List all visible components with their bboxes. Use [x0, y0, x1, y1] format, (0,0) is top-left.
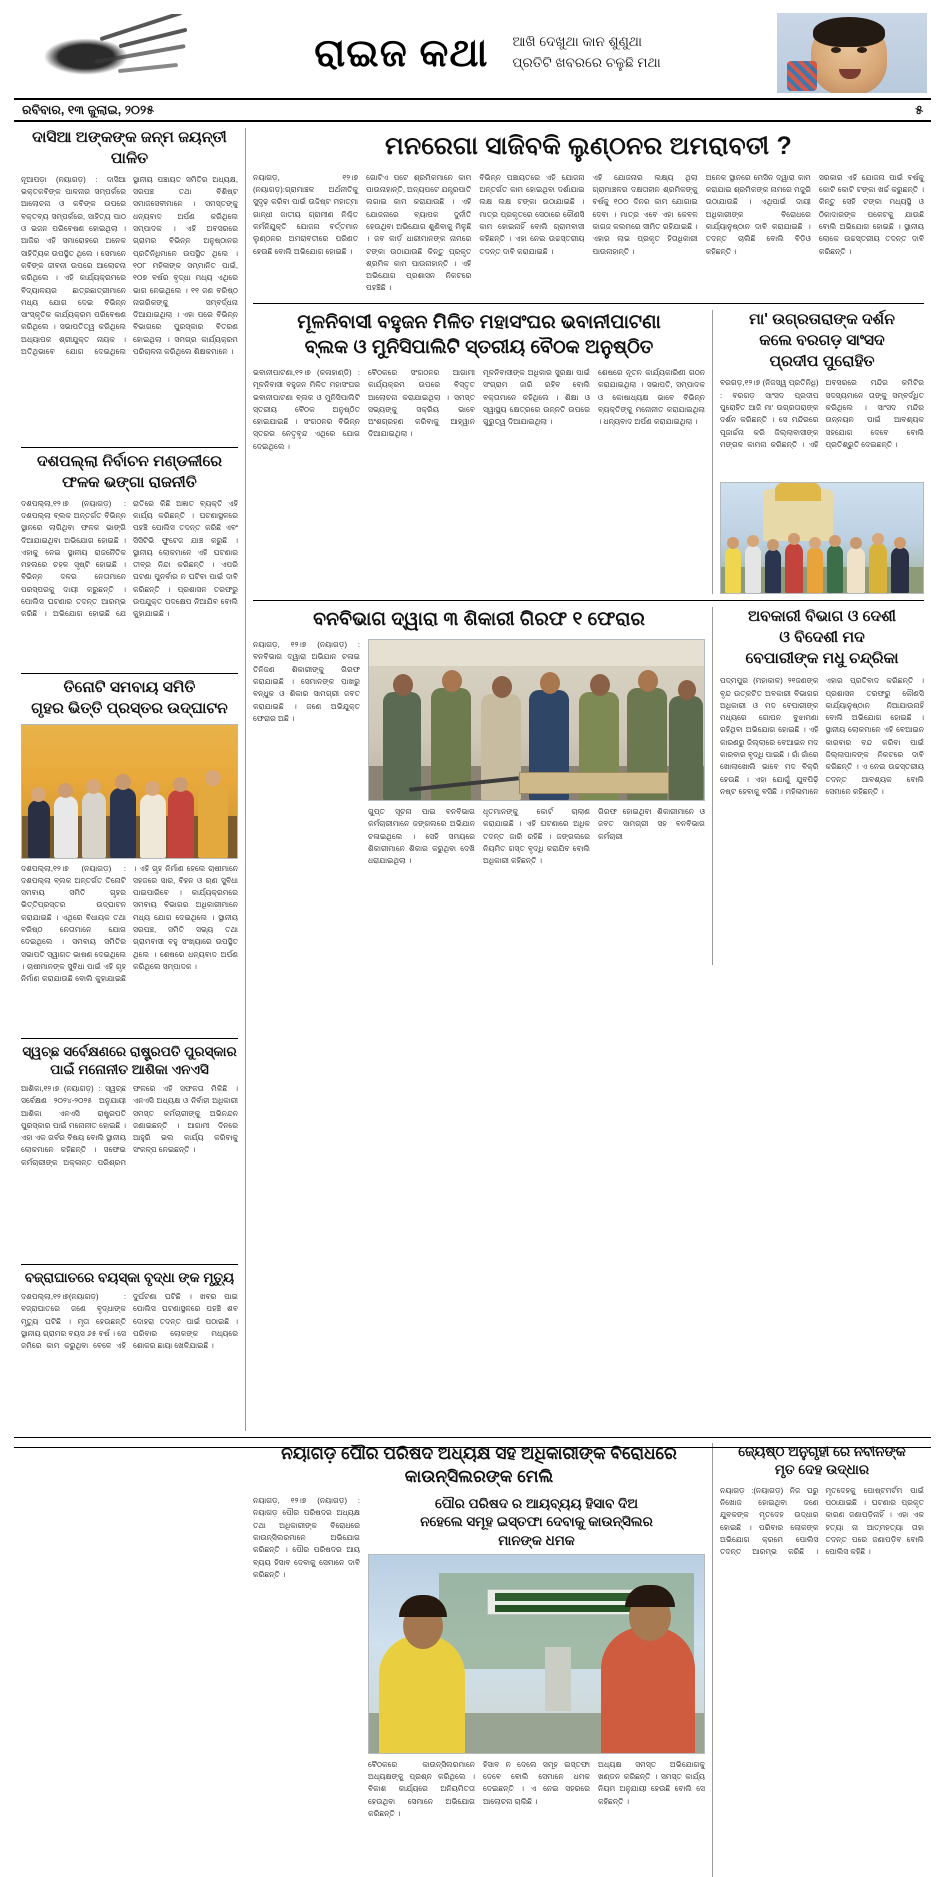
article-headline-line-1: ଜ୍ୟେଷ୍ଠ ଅନୁଗୃହୀ ରେ ନବୀନଙ୍କ — [738, 1444, 906, 1460]
article-mulanibasi — [246, 310, 713, 595]
article-headline-line-1: ସ୍ୱଚ୍ଛ ସର୍ବେକ୍ଷଣରେ ରାଷ୍ଟ୍ରପତି ପୁରସ୍କାର — [22, 1043, 237, 1059]
main-article-columns — [253, 172, 924, 295]
paper-slogan — [512, 32, 660, 74]
article-photo-caption: ଗିରଫ ହୋଇଥିବା ଶିକାରୀମାନେ ଓ ଜବତ ସାମଗ୍ରୀ ସହ ବନବିଭାଗ କର୍ମଚାରୀ — [598, 807, 705, 841]
main-col-2: ବିଭିନ୍ନ ପଞ୍ଚାୟତରେ ଏହି ଯୋଜନା ଅନ୍ତର୍ଗତ କାମ ହୋଇଥିବା ଦର୍ଶାଯାଇ ଲକ୍ଷ ଲକ୍ଷ ଟଙ୍କା ଉଠାଯାଇଛି । ମାତ୍ର ପ୍ରକୃତରେ ସେଠାରେ କୌଣସି କାମ ହୋଇନାହିଁ ବୋଲି ଗ୍ରାମବାସୀ କହିଛନ୍ତି । ଏହା ନେଇ ଉଚ୍ଚସ୍ତରୀୟ ତଦନ୍ତ ଦାବି କରାଯାଇଛି । — [479, 172, 585, 256]
article-col-3: ଧୃତମାନଙ୍କୁ କୋର୍ଟ ଚାଲାଣ କରାଯାଇଛି । ଏହି ଘଟଣାରେ ଅଧିକ ତଦନ୍ତ ଜାରି ରହିଛି । ଜଙ୍ଗଲରେ ନିୟମିତ ଗସ୍ତ ବୃଦ୍ଧି କରାଯିବ ବୋଲି ଅଧିକାରୀ କହିଛନ୍ତି । — [483, 807, 590, 866]
date-bar — [14, 98, 931, 122]
article-headline-line-1: ତିନୋଟି ସମବାୟ ସମିତି — [63, 678, 196, 696]
article-headline-line-2: ଫଳକ ଭଙ୍ଗା ରାଜନୀତି — [62, 473, 197, 491]
article-headline: ବନବିଭାଗ ଦ୍ୱାରା ୩ ଶିକାରୀ ଗିରଫ ୧ ଫେରାର — [313, 609, 645, 631]
band-three — [246, 607, 931, 965]
article-body-recovered — [713, 1443, 931, 1877]
slogan-line-2: ପ୍ରତିଟି ଖବରରେ ଚଳୁଛି ମଥା — [512, 55, 661, 70]
article-municipality-councillors — [246, 1443, 713, 1877]
article-headline-line-1: ଦଶପଲ୍ଲା ନିର୍ବାଚନ ମଣ୍ଡଳୀରେ — [36, 452, 223, 470]
article-body: ଆଶିକା,୧୨।୭ (ନୟାଗଡ଼) : ସ୍ୱଚ୍ଛ ସର୍ବେକ୍ଷଣ ୨୦୨୪-୨୦୨୫ ଅନୁଯାୟୀ ଆଶିକା ଏନଏସି ରାଷ୍ଟ୍ରପତି ପୁରସ୍କାର ପାଇଁ ମନୋନୀତ ହୋଇଛି । ଏହା ଏକ ଗର୍ବର ବିଷୟ ବୋଲି ସ୍ଥାନୀୟ ଲୋକମାନେ କହିଛନ୍ତି । ସଫେଇ କର୍ମଚାରୀଙ୍କ ଅକ୍ଳାନ୍ତ ପରିଶ୍ରମ ଫଳରେ ଏହି ସଫଳତା ମିଳିଛି । ଏନଏସି ଅଧ୍ୟକ୍ଷ ଓ ନିର୍ବାହୀ ଅଧିକାରୀ ସମସ୍ତ କର୍ମଚାରୀଙ୍କୁ ଅଭିନନ୍ଦନ ଜଣାଇଛନ୍ତି । ଆଗାମୀ ଦିନରେ ଆହୁରି ଭଲ କାର୍ଯ୍ୟ କରିବାକୁ ସଂକଳ୍ପ ନେଇଛନ୍ତି । — [21, 1083, 238, 1167]
page-bottom-rule — [14, 1447, 931, 1448]
article-body: ଦଶପଲ୍ଲା,୧୨।୭ (ନୟାଗଡ଼) : ଦଶପଲ୍ଲା ବ୍ଲକ ଅନ୍ତର୍ଗତ ତିନୋଟି ସମବାୟ ସମିତି ଗୃହର ଭିତ୍ତିପ୍ରସ୍ତର ଉଦ୍‌ଘାଟନ କରାଯାଇଛି । ଏଥିରେ ବିଧାୟକ ତଥା ବରିଷ୍ଠ ନେତାମାନେ ଯୋଗ ଦେଇଥିଲେ । ସମବାୟ ସମିତିର ସଭାପତି ସ୍ୱାଗତ ଭାଷଣ ଦେଇଥିଲେ । ଚାଷୀମାନଙ୍କ ସୁବିଧା ପାଇଁ ଏହି ଗୃହ ନିର୍ମାଣ କରାଯାଉଛି ବୋଲି କୁହାଯାଇଛି । ଏହି ଗୃହ ନିର୍ମାଣ ହେଲେ ଚାଷୀମାନେ ସହଜରେ ସାର, ବିହନ ଓ ଋଣ ସୁବିଧା ପାଇପାରିବେ । କାର୍ଯ୍ୟକ୍ରମରେ ସମବାୟ ବିଭାଗର ଅଧିକାରୀମାନେ ମଧ୍ୟ ଯୋଗ ଦେଇଥିଲେ । ସ୍ଥାନୀୟ ସରପଞ୍ଚ, ସମିତି ସଭ୍ୟ ତଥା ଗ୍ରାମବାସୀ ବହୁ ସଂଖ୍ୟାରେ ଉପସ୍ଥିତ ଥିଲେ । ଶେଷରେ ଧନ୍ୟବାଦ ଅର୍ପଣ କରିଥିଲେ ସମ୍ପାଦକ । — [21, 863, 238, 984]
article-col-3: ମୂଳନିବାସୀଙ୍କ ଅଧିକାର ସୁରକ୍ଷା ପାଇଁ ସଂଗ୍ରାମ ଜାରି ରହିବ ବୋଲି ବକ୍ତାମାନେ କହିଥିଲେ । ଶିକ୍ଷା ଓ ସ୍ୱାସ୍ଥ୍ୟ କ୍ଷେତ୍ରରେ ଉନ୍ନତି ଉପରେ ଗୁରୁତ୍ୱ ଦିଆଯାଇଥିଲା । — [483, 368, 590, 427]
article-cooperative-foundation — [21, 678, 238, 1033]
article-headline-line-1: ଅବକାରୀ ବିଭାଗ ଓ ଦେଶୀ — [747, 608, 897, 626]
article-right-block — [368, 639, 705, 939]
article-swachh-survekshan — [21, 1043, 238, 1259]
article-headline: ନୟାଗଡ଼ ପୌର ପରିଷଦ ଅଧ୍ୟକ୍ଷ ସହ ଅଧିକାରୀଙ୍କ ବିରୋଧରେ କାଉନ୍‌ସିଲରଙ୍କ ମେଲି — [281, 1444, 677, 1487]
article-body: ନୂଆପଡ଼ା (ନୟାଗଡ଼) : ଦାସିଆ ଭକ୍ତକବିଙ୍କ ପାଳନାର ସମ୍ପର୍କରେ ଆଲୋଚନା ଓ କବିଙ୍କ ଉପରେ ବକ୍ତବ୍ୟ ସମ୍ପର୍କରେ, ସାହିତ୍ୟ ପାଠ ଓ ଭଜନ ପରିବେଷଣ ହୋଇଥିଲା । ଆଜିର ଏହି ସମାରୋହରେ ଅନେକ ସାହିତ୍ୟିକ ଉପସ୍ଥିତ ଥିଲେ । ସେମାନେ କବିଙ୍କ ଜୀବନୀ ଉପରେ ଆଲୋଚନା କରିଥିଲେ । ଏହି କାର୍ଯ୍ୟକ୍ରମରେ ବିଦ୍ୟାଳୟର ଛାତ୍ରଛାତ୍ରୀମାନେ ମଧ୍ୟ ଯୋଗ ଦେଇ ବିଭିନ୍ନ ସାଂସ୍କୃତିକ କାର୍ଯ୍ୟକ୍ରମ ପରିବେଷଣ କରିଥିଲେ । ସଭାପତିତ୍ୱ କରିଥିଲେ ଅଧ୍ୟାପକ ଶ୍ରୀଯୁକ୍ତ ନାୟକ । ଅତିଥିଭାବେ ଯୋଗ ଦେଇଥିଲେ ସ୍ଥାନୀୟ ପଞ୍ଚାୟତ ସମିତିର ଅଧ୍ୟକ୍ଷ, ସରପଞ୍ଚ ତଥା ବିଶିଷ୍ଟ ସମାଜସେବୀମାନେ । ସମସ୍ତଙ୍କୁ ଧନ୍ୟବାଦ ଅର୍ପଣ କରିଥିଲେ ସମ୍ପାଦକ । ଏହି ଅବସରରେ ଗ୍ରାମର ବିଭିନ୍ନ ଅନୁଷ୍ଠାନର ପ୍ରତିନିଧିମାନେ ଉପସ୍ଥିତ ଥିଲେ । ୧୦୮ ମହିଳାଙ୍କ ସମ୍ମାନିତ ପାଇଁ, ୧୦୭ ବର୍ଷର ବୃଦ୍ଧା ମଧ୍ୟ ଏଥିରେ ଭାଗ ନେଇଥିଲେ । ୧୧ ଜଣ ବରିଷ୍ଠ ନାଗରିକଙ୍କୁ ସମ୍ବର୍ଦ୍ଧନା ଦିଆଯାଇଥିଲା । ଏହା ପରେ ବିଭିନ୍ନ ବିଭାଗରେ ପୁରସ୍କାର ବିତରଣ ହୋଇଥିଲା । ସମଗ୍ର କାର୍ଯ୍ୟକ୍ରମ ପରିଚାଳନା କରିଥିଲେ ଶିକ୍ଷକମାନେ । — [21, 174, 238, 356]
article-headline-line-1: ମୂଳନିବାସୀ ବହୁଜନ ମିଳିତ ମହାସଂଘର ଭବାନୀପାଟଣା — [297, 311, 661, 333]
article-headline-line-2: ଗୃହର ଭିତ୍ତି ପ୍ରସ୍ତର ଉଦ୍‌ଘାଟନ — [31, 699, 228, 717]
band-two — [246, 310, 931, 595]
article-headline-line-2: ମୃତ ଦେହ ଉଦ୍ଧାର — [774, 1462, 870, 1478]
band-bottom — [14, 1443, 931, 1877]
article-headline-line-2: ଓ ବିଦେଶୀ ମଦ — [779, 629, 865, 647]
article-col-4: ଶେଷରେ ନୂତନ କାର୍ଯ୍ୟକାରିଣୀ ଗଠନ କରାଯାଇଥିଲା । ସଭାପତି, ସମ୍ପାଦକ ଓ କୋଷାଧ୍ୟକ୍ଷ ଭାବେ ବିଭିନ୍ନ ବ୍ୟକ୍ତିଙ୍କୁ ମନୋନୀତ କରାଯାଇଥିଲା । ଧନ୍ୟବାଦ ଅର୍ପଣ କରାଯାଇଥିଲା । — [598, 368, 705, 427]
article-col-1: ଭବାନୀପାଟଣା,୧୨।୭ (କଳାହାଣ୍ଡି) : ମୂଳନିବାସୀ ବହୁଜନ ମିଳିତ ମହାସଂଘର ଭବାନୀପାଟଣା ବ୍ଲକ ଓ ମୁନିସିପାଲିଟି ସ୍ତରୀୟ ବୈଠକ ଅନୁଷ୍ଠିତ ହୋଇଯାଇଛି । ସଂଗଠନର ବିଭିନ୍ନ ସ୍ତରର ନେତୃବୃନ୍ଦ ଏଥିରେ ଯୋଗ ଦେଇଥିଲେ । — [253, 368, 360, 451]
article-headline: ବଜ୍ରାଘାତରେ ବୟସ୍କା ବୃଦ୍ଧା ଙ୍କ ମୃତ୍ୟୁ — [24, 1269, 235, 1285]
paper-title — [304, 31, 489, 75]
page-number: ୫ — [915, 102, 923, 117]
article-body: ନୟାଗଡ଼ :(ନୟାଗଡ଼) ନିଜ ଘରୁ ନିଖୋଜ ହୋଇଥିବା ଜଣେ ଯୁବକଙ୍କ ମୃତଦେହ ଉଦ୍ଧାର ହୋଇଛି । ପରିବାର ଲୋକଙ୍କ ଅଭିଯୋଗ କ୍ରମେ ପୋଲିସ ତଦନ୍ତ ଆରମ୍ଭ କରିଛି । ମୃତଦେହକୁ ପୋଷ୍ଟମର୍ଟମ ପାଇଁ ପଠାଯାଇଛି । ଘଟଣାର ପ୍ରକୃତ କାରଣ ଜଣାପଡ଼ିନାହିଁ । ଏହା ଏକ ହତ୍ୟା ନା ଆତ୍ମହତ୍ୟା ତାହା ତଦନ୍ତ ପରେ ଜଣାପଡ଼ିବ ବୋଲି ପୋଲିସ କହିଛି । — [720, 1485, 924, 1557]
article-body: ଦଶପଲ୍ଲା,୧୨।୭(ନୟାଗଡ଼) : ବଜ୍ରାଘାତରେ ଜଣେ ବୃଦ୍ଧାଙ୍କ ମୃତ୍ୟୁ ଘଟିଛି । ମୃତା ହେଉଛନ୍ତି ସ୍ଥାନୀୟ ଗ୍ରାମର ବୟସ ୬୫ ବର୍ଷ । ସେ ଜମିରେ କାମ କରୁଥିବା ବେଳେ ଏହି ଦୁର୍ଘଟଣା ଘଟିଛି । ଖବର ପାଇ ପୋଲିସ ଘଟଣାସ୍ଥଳରେ ପହଞ୍ଚି ଶବ ଦୋହରା ତଦନ୍ତ ପାଇଁ ପଠାଇଛି । ପରିବାର ଲୋକଙ୍କ ମଧ୍ୟରେ ଶୋକର ଛାୟା ଖେଳିଯାଇଛି । — [21, 1292, 238, 1351]
photo-kicker — [368, 1495, 705, 1550]
article-excise-liquor — [713, 607, 931, 965]
article-headline-line-3: ପ୍ରଦୀପ ପୁରୋହିତ — [769, 352, 875, 370]
article-right-block — [368, 1495, 705, 1877]
photo-temple-visit — [720, 482, 924, 594]
band-top — [14, 128, 931, 1431]
main-col-5: ସରକାର ଏହି ଯୋଜନା ପାଇଁ ବର୍ଷକୁ କୋଟି କୋଟି ଟଙ୍କା ଖର୍ଚ୍ଚ କରୁଛନ୍ତି । କିନ୍ତୁ ସେହି ଟଙ୍କା ମଧ୍ୟସ୍ଥି ଓ ଠିକାଦାରଙ୍କ ପକେଟକୁ ଯାଉଛି ବୋଲି ଅଭିଯୋଗ ହୋଇଛି । ସ୍ଥାନୀୟ ଲୋକେ ଉଚ୍ଚସ୍ତରୀୟ ତଦନ୍ତ ଦାବି କରିଛନ୍ତି । — [818, 172, 925, 256]
article-col-3: ହିସାବ ନ ଦେଲେ ସମୂହ ଇସ୍ତଫା ଦେବେ ବୋଲି ସେମାନେ ଧମକ ଦେଇଛନ୍ତି । ଏ ନେଇ ସହରରେ ଆଲୋଚନା ଚାଲିଛି । — [483, 1759, 590, 1806]
article-layout — [253, 1495, 705, 1877]
article-body: ପଦ୍ମପୁର (ମହାକାଳ) ୨୧ଜଣଙ୍କ ବୃନ୍ଦ ଉତ୍କଟିତ ଅବକାରୀ ବିଭାଗର ଅଧିକାରୀ ଓ ମଦ ବେପାରୀଙ୍କ ମଧ୍ୟରେ ଗୋପନ ବୁଝାମଣା ରହିଥିବା ଅଭିଯୋଗ ହୋଇଛି । ଏହି କାରଣରୁ ଜିଲ୍ଲାରେ ବେଆଇନ ମଦ କାରବାର ବୃଦ୍ଧି ପାଇଛି । ଗାଁ ଗାଁରେ ଖୋଲାଖୋଲି ଭାବେ ମଦ ବିକ୍ରି ହେଉଛି । ଏହା ଯୋଗୁଁ ଯୁବପିଢ଼ି ନଷ୍ଟ ହେବାକୁ ବସିଛି । ମହିଳାମାନେ ଏହାର ପ୍ରତିବାଦ କରିଛନ୍ତି । ପ୍ରଶାସନ ତରଫରୁ କୌଣସି କାର୍ଯ୍ୟାନୁଷ୍ଠାନ ନିଆଯାଉନାହିଁ ବୋଲି ଅଭିଯୋଗ ହୋଇଛି । ସ୍ଥାନୀୟ ଲୋକମାନେ ଏହି ବେଆଇନ କାରବାର ବନ୍ଦ କରିବା ପାଇଁ ଜିଲ୍ଲାପାଳଙ୍କ ନିକଟରେ ଦାବି କରିଛନ୍ତି । ଏ ନେଇ ଉଚ୍ଚସ୍ତରୀୟ ତଦନ୍ତ ଆବଶ୍ୟକ ବୋଲି ସେମାନେ କହିଛନ୍ତି । — [720, 676, 924, 796]
article-layout — [253, 639, 705, 939]
article-bottom-columns — [368, 806, 705, 936]
main-col-3: ଏହି ଯୋଜନାର ଲକ୍ଷ୍ୟ ଥିଲା ଗ୍ରାମାଞ୍ଚଳର ଦକ୍ଷତାହୀନ ଶ୍ରମିକଙ୍କୁ ବର୍ଷକୁ ୧୦୦ ଦିନର କାମ ଯୋଗାଇ ଦେବା । ମାତ୍ର ଏବେ ଏହା କେବଳ କାଗଜ କଲମରେ ସୀମିତ ରହିଯାଇଛି । ଏହାର ଲାଭ ପ୍ରକୃତ ହିତାଧିକାରୀ ପାଉନାହାନ୍ତି । — [592, 172, 698, 256]
main-headline: ମନରେଗା ସାଜିବକି ଲୁଣ୍ଠନର ଅମରାବତୀ ? — [385, 132, 792, 160]
child-portrait — [777, 13, 927, 93]
article-bottom-columns — [368, 1759, 705, 1877]
masthead — [14, 10, 931, 96]
article-mnrega-main — [246, 130, 931, 295]
left-column — [14, 128, 246, 1431]
issue-date: ରବିବାର, ୧୩ ଜୁଲାଇ, ୨୦୨୫ — [22, 102, 154, 117]
article-col-1: ନୟାଗଡ଼, ୧୨।୭ (ନୟାଗଡ଼) : ନୟାଗଡ଼ ପୌର ପରିଷଦର ଅଧ୍ୟକ୍ଷ ତଥା ଅଧିକାରୀଙ୍କ ବିରୋଧରେ କାଉନ୍‌ସିଲରମାନେ ଅଭିଯୋଗ କରିଛନ୍ତି । ପୌର ପରିଷଦର ଆୟ ବ୍ୟୟ ହିସାବ ଦେବାକୁ ସେମାନେ ଦାବି କରିଛନ୍ତି । — [253, 1496, 360, 1579]
main-col-4: ଅନେକ ସ୍ଥାନରେ ମେସିନ ଦ୍ୱାରା କାମ କରାଯାଇ ଶ୍ରମିକଙ୍କ ନାମରେ ମଜୁରି ଉଠାଯାଉଛି । ଏଥିପାଇଁ ଦାୟୀ ଅଧିକାରୀଙ୍କ ବିରୋଧରେ କାର୍ଯ୍ୟାନୁଷ୍ଠାନ ଦାବି କରାଯାଇଛି । ତଦନ୍ତ ଚାଲିଛି ବୋଲି ବିଡ଼ିଓ କହିଛନ୍ତି । — [705, 172, 811, 256]
article-headline-line-2: ବ୍ଲକ ଓ ମୁନିସିପାଲିଟି ସ୍ତରୀୟ ବୈଠକ ଅନୁଷ୍ଠିତ — [304, 337, 654, 359]
page-content — [14, 128, 931, 1877]
article-col-2: ଗୁପ୍ତ ସୂଚନା ପାଇ ବନବିଭାଗ କର୍ମଚାରୀମାନେ ଜଙ୍ଗଲରେ ଅଭିଯାନ ଚଳାଇଥିଲେ । ସେହି ସମୟରେ ଶିକାରୀମାନେ ଶିକାର କରୁଥିବା ଦେଖି ଧରାଯାଇଥିଲା । — [368, 807, 475, 866]
article-headline-line-3: ବେପାରୀଙ୍କ ମଧୁ ଚନ୍ଦ୍ରିକା — [745, 650, 899, 668]
fist-megaphone-logo — [18, 14, 188, 92]
article-col-1: ନୟାଗଡ଼, ୧୨।୭ (ନୟାଗଡ଼) : ବନବିଭାଗ ଦ୍ୱାରା ଅଭିଯାନ ଚଳାଇ ତିନିଜଣ ଶିକାରୀଙ୍କୁ ଗିରଫ କରାଯାଇଛି । ସେମାନଙ୍କ ପାଖରୁ ବନ୍ଧୁକ ଓ ଶିକାର ସାମଗ୍ରୀ ଜବତ କରାଯାଇଛି । ଜଣେ ଅଭିଯୁକ୍ତ ଫେରାର ଅଛି । — [253, 640, 360, 723]
article-dashapalla-falak — [21, 452, 238, 668]
article-headline-line-2: କଲେ ବରଗଡ଼ ସାଂସଦ — [759, 331, 885, 349]
article-ugratara-darshan — [713, 310, 931, 595]
article-body: ଦଶପଲ୍ଲା,୧୨।୭ (ନୟାଗଡ଼) : ଦଶପଲ୍ଲା ବ୍ଲକ ଅନ୍ତର୍ଗତ ବିଭିନ୍ନ ସ୍ଥାନରେ ଲାଗିଥିବା ଫଳକ ଭାଙ୍ଗି ଦିଆଯାଇଥିବା ଅଭିଯୋଗ ହୋଇଛି । ଏହାକୁ ନେଇ ସ୍ଥାନୀୟ ରାଜନୈତିକ ମହଲରେ ଚହଳ ସୃଷ୍ଟି ହୋଇଛି । ବିଭିନ୍ନ ଦଳର ନେତାମାନେ ପରସ୍ପରକୁ ଦାୟୀ କରୁଛନ୍ତି । ପୋଲିସ ଘଟଣାର ତଦନ୍ତ ଆରମ୍ଭ କରିଛି । ଅଭିଯୋଗ ହୋଇଛି ଯେ ରାତିରେ କିଛି ଅଜ୍ଞାତ ବ୍ୟକ୍ତି ଏହି କାର୍ଯ୍ୟ କରିଛନ୍ତି । ଘଟଣାସ୍ଥଳରେ ପହଞ୍ଚି ପୋଲିସ ତଦନ୍ତ କରିଛି ଏବଂ ସିସିଟିଭି ଫୁଟେଜ ଯାଞ୍ଚ କରୁଛି । ସ୍ଥାନୀୟ ଲୋକମାନେ ଏହି ଘଟଣାର ତୀବ୍ର ନିନ୍ଦା କରିଛନ୍ତି । ଏପରି ଘଟଣା ପୁନର୍ବାର ନ ଘଟିବା ପାଇଁ ଦାବି କରିଛନ୍ତି । ପ୍ରଶାସନ ତରଫରୁ ଉପଯୁକ୍ତ ପଦକ୍ଷେପ ନିଆଯିବ ବୋଲି କୁହାଯାଇଛି । — [21, 498, 238, 619]
center-right-area — [246, 128, 931, 1431]
main-col-1: ଗୋଟିଏ ପଟେ ଶ୍ରମିକମାନେ କାମ ପାଉନାହାନ୍ତି, ଅନ୍ୟପଟେ ଯନ୍ତ୍ରପାତି ଲଗାଇ କାମ କରାଯାଉଛି । ଏହି ଯୋଜନାରେ ବ୍ୟାପକ ଦୁର୍ନୀତି ହେଉଥିବା ଅଭିଯୋଗ ଶୁଣିବାକୁ ମିଳୁଛି । ଜବ କାର୍ଡ଼ ଧାରୀମାନଙ୍କ ନାମରେ ଟଙ୍କା ଉଠାଯାଉଛି କିନ୍ତୁ ପ୍ରକୃତ ଶ୍ରମିକ କାମ ପାଉନାହାନ୍ତି । ଏହି ଅଭିଯୋଗ ପ୍ରଶାସନ ନିକଟରେ ପହଞ୍ଚିଛି । — [366, 172, 472, 293]
photo-kicker-line-3: ମାନଙ୍କ ଧମକ — [498, 1532, 575, 1548]
photo-municipality-councillors — [368, 1554, 705, 1754]
article-col-2: ବୈଠକରେ ସଂଗଠନର ଆଗାମୀ କାର୍ଯ୍ୟକ୍ରମ ଉପରେ ବିସ୍ତୃତ ଆଲୋଚନା କରାଯାଇଥିଲା । ସମସ୍ତ ସଭ୍ୟଙ୍କୁ ସକ୍ରିୟ ଭାବେ ଅଂଶଗ୍ରହଣ କରିବାକୁ ଆହ୍ୱାନ ଦିଆଯାଇଥିଲା । — [368, 368, 475, 439]
article-dasia-jayanti — [21, 128, 238, 442]
article-headline-line-2: ପାଇଁ ମନୋନୀତ ଆଶିକା ଏନଏସି — [50, 1061, 209, 1077]
article-body: ବରଗଡ଼,୧୨।୭ (ନିଜସ୍ୱ ପ୍ରତିନିଧି) : ବରଗଡ଼ ସାଂସଦ ପ୍ରଦୀପ ପୁରୋହିତ ଆଜି ମା' ଉଗ୍ରତାରାଙ୍କ ଦର୍ଶନ କରିଛନ୍ତି । ସେ ମନ୍ଦିରରେ ପୂଜାର୍ଚ୍ଚନା କରି ଜିଲ୍ଲାବାସୀଙ୍କ ମଙ୍ଗଳ କାମନା କରିଛନ୍ତି । ଏହି ଅବସରରେ ମନ୍ଦିର କମିଟିର ସଦସ୍ୟମାନେ ତାଙ୍କୁ ସମ୍ବର୍ଦ୍ଧିତ କରିଥିଲେ । ସାଂସଦ ମନ୍ଦିର ଉନ୍ନୟନ ପାଇଁ ଆବଶ୍ୟକ ସହଯୋଗ ଦେବେ ବୋଲି ପ୍ରତିଶ୍ରୁତି ଦେଇଛନ୍ତି । — [720, 378, 924, 449]
photo-cooperative-event — [21, 724, 238, 859]
photo-arrested-poachers — [368, 639, 705, 801]
article-headline: ଦାସିଆ ଅଙ୍କଙ୍କ ଜନ୍ମ ଜୟନ୍ତୀ ପାଳିତ — [32, 129, 227, 167]
article-col-4: ଅଧ୍ୟକ୍ଷ ସମସ୍ତ ଅଭିଯୋଗକୁ ଖଣ୍ଡନ କରିଛନ୍ତି । ସମସ୍ତ କାର୍ଯ୍ୟ ନିୟମ ଅନୁଯାୟୀ ହେଉଛି ବୋଲି ସେ କହିଛନ୍ତି । — [598, 1759, 705, 1806]
paper-name: ରାଇଜ କଥା — [314, 31, 489, 75]
photo-kicker-line-2: ନହେଲେ ସମୂହ ଇସ୍ତଫା ଦେବାକୁ କାଉନ୍‌ସିଲର — [420, 1514, 653, 1530]
photo-kicker-line-1: ପୌର ପରିଷଦ ର ଆୟବ୍ୟୟ ହିସାବ ଦିଅ — [435, 1496, 638, 1512]
main-col-dateline: ନୟାଗଡ଼, ୧୨।୭ (ନୟାଗଡ଼):ଗ୍ରାମାଞ୍ଚଳ ଅର୍ଥନୀତିକୁ ସୁଦୃଢ଼ କରିବା ପାଇଁ ଉଦ୍ଦିଷ୍ଟ ମହାତ୍ମା ଗାନ୍ଧୀ ଜାତୀୟ ଗ୍ରାମୀଣ ନିଶ୍ଚିତ କର୍ମନିଯୁକ୍ତି ଯୋଜନା ବର୍ତ୍ତମାନ ଲୁଣ୍ଠନର ଅମରାବତୀରେ ପରିଣତ ହେଉଛି ବୋଲି ଅଭିଯୋଗ ହୋଇଛି । — [253, 172, 359, 256]
article-forest-poachers — [246, 607, 713, 965]
article-col-2: ବୈଠକରେ କାଉନ୍‌ସିଲରମାନେ ଅଧ୍ୟକ୍ଷଙ୍କୁ ପ୍ରଶ୍ନ କରିଥିଲେ । ବିକାଶ କାର୍ଯ୍ୟରେ ଅନିୟମିତତା ହେଉଥିବା ସେମାନେ ଅଭିଯୋଗ କରିଛନ୍ତି । — [368, 1759, 475, 1818]
article-headline-line-1: ମା' ଉଗ୍ରତାରାଙ୍କ ଦର୍ଶନ — [749, 310, 895, 328]
slogan-line-1: ଆଖି ଦେଖୁଥା କାନ ଶୁଣୁଥା — [512, 34, 642, 50]
article-lightning-death — [21, 1269, 238, 1431]
article-columns — [253, 367, 705, 585]
